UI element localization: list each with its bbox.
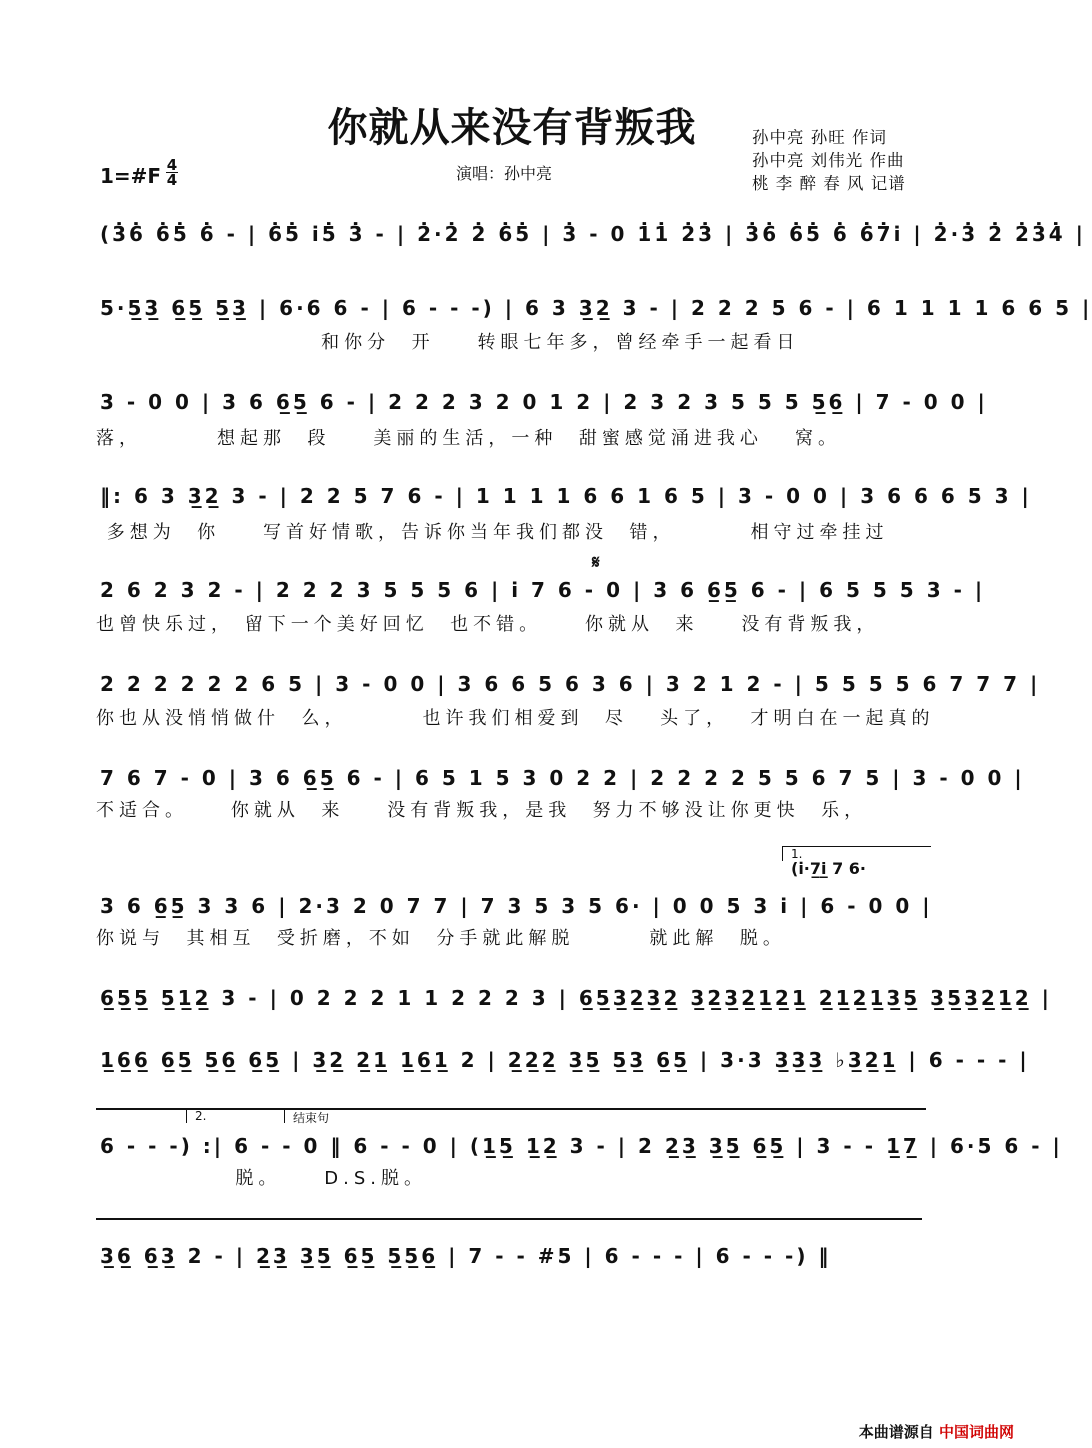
segno-sign: 𝄋 bbox=[592, 552, 600, 573]
system-rule bbox=[96, 1218, 922, 1220]
notation-line bbox=[96, 216, 1086, 252]
performer: 演唱：孙中亮 bbox=[456, 164, 553, 183]
volta-label: 2. bbox=[195, 1109, 207, 1123]
time-signature-bottom: 4 bbox=[166, 171, 178, 189]
notation-text: 2 2 2 2 2 2 6 5 | 3 - 0 0 | 3 6 6 5 6 3 6 | 3 2 1 2 - | 5 5 5 5 6 7 7 7 | bbox=[100, 672, 1041, 696]
time-signature-top: 4 bbox=[166, 156, 178, 174]
notation-text: 3 - 0 0 | 3 6 6̲5̲ 6 - | 2 2 2 3 2 0 1 2 | 2 3 2 3 5 5 5 5̲6̲ | 7 - 0 0 | bbox=[100, 390, 988, 414]
notation-text: 6̲5̲5̲ 5̲1̲2̲ 3 - | 0 2 2 2 1 1 2 2 2 3 | 6̲5̲3̲2̲3̲2̲ 3̲2̲3̲2̲1̲2̲1̲ 2̲1̲2̲1̲3̲5̲ 3̲5̲3̲2̲1̲2̲ | bbox=[100, 986, 1052, 1010]
volta-label: 1. bbox=[791, 847, 803, 861]
coda-bracket bbox=[284, 1108, 385, 1123]
notation-line bbox=[96, 1238, 932, 1274]
notation-text: 3̲6̲ 6̲3̲ 2 - | 2̲3̲ 3̲5̲ 6̲5̲ 5̲5̲6̲ | 7 - - #5 | 6 - - - | 6 - - -) ‖ bbox=[100, 1244, 832, 1268]
time-signature bbox=[166, 158, 178, 187]
notation-text: 7 6 7 - 0 | 3 6 6̲5̲ 6 - | 6 5 1 5 3 0 2 2 | 2 2 2 2 5 5 6 7 5 | 3 - 0 0 | bbox=[100, 766, 1025, 790]
coda-label: 结束句 bbox=[293, 1111, 330, 1125]
lyrics-line: 和你分 开 转眼七年多，曾经牵手一起看日 bbox=[96, 332, 800, 353]
lyrics-line: 不适合。 你就从 来 没有背叛我，是我 努力不够没让你更快 乐， bbox=[96, 800, 868, 821]
notation-text: (3̇6̇ 6̇5̇ 6̇ - | 6̇5̇ i̇5̇ 3̇ - | 2̇·2̇ 2̇ 6̇5̇ | 3̇ - 0 1̇1̇ 2̇3̇ | 3̇6̇ 6̇5̇ 6̇ 6̇7̇i̇ | 2̇·3̇ 2̇ 2̇3̇4̇ | bbox=[100, 222, 1086, 246]
lyrics-line: 也曾快乐过， 留下一个美好回忆 也不错。 你就从 来 没有背叛我， bbox=[96, 614, 880, 635]
song-title: 你就从来没有背叛我 bbox=[327, 104, 697, 151]
lyrics-line: 脱。 D.S.脱。 bbox=[96, 1168, 427, 1189]
notation-text: 3 6 6̲5̲ 3 3 6 | 2·3 2 0 7 7 | 7 3 5 3 5 6· | 0 0 5 3 i | 6 - 0 0 | bbox=[100, 894, 933, 918]
notation-line bbox=[96, 572, 986, 608]
source-footer bbox=[859, 1421, 1014, 1442]
transcriber-credit: 桃 李 醉 春 风 记谱 bbox=[752, 174, 906, 193]
volta-first-ending bbox=[782, 846, 931, 878]
notation-line bbox=[96, 478, 1032, 514]
footer-prefix: 本曲谱源自 bbox=[858, 1423, 934, 1441]
lyricist-credit: 孙中亮 孙旺 作词 bbox=[752, 128, 887, 147]
footer-site-link[interactable]: 中国词曲网 bbox=[938, 1423, 1014, 1441]
notation-text: 5·5̲3̲ 6̲5̲ 5̲3̲ | 6·6 6 - | 6 - - -) | 6 3 3̲2̲ 3 - | 2 2 2 5 6 - | 6 1 1 1 1 6 6 5 | bbox=[100, 296, 1092, 320]
lyrics-line: 落， 想起那 段 美丽的生活，一种 甜蜜感觉涌进我心 窝。 bbox=[96, 428, 841, 449]
composer-credit: 孙中亮 刘伟光 作曲 bbox=[752, 151, 905, 170]
credits bbox=[752, 126, 906, 195]
lyrics-line: 你说与 其相互 受折磨，不如 分手就此解脱 就此解 脱。 bbox=[96, 928, 786, 949]
notation-line bbox=[96, 666, 1041, 702]
notation-text: 2 6 2 3 2 - | 2 2 2 3 5 5 5 6 | i 7 6 - 0 | 3 6 6̲5̲ 6 - | 6 5 5 5 3 - | bbox=[100, 578, 986, 602]
notation-text: 1̲6̲6̲ 6̲5̲ 5̲6̲ 6̲5̲ | 3̲2̲ 2̲1̲ 1̲6̲1̲ 2 | 2̲2̲2̲ 3̲5̲ 5̲3̲ 6̲5̲ | 3·3 3̲3̲3̲ ♭3̲2̲1̲ | 6 - - - | bbox=[100, 1048, 1030, 1072]
lyrics-line: 多想为 你 写首好情歌，告诉你当年我们都没 错， 相守过牵挂过 bbox=[96, 522, 889, 543]
notation-line bbox=[96, 1042, 1030, 1078]
volta-notes: (i̇·7̲i̲ 7 6· bbox=[791, 859, 866, 878]
notation-line bbox=[96, 760, 1025, 796]
notation-line bbox=[96, 384, 988, 420]
notation-text: 6 - - -) :| 6 - - 0 ‖ 6 - - 0 | (1̲5̲ 1̲2̲ 3 - | 2 2̲3̲ 3̲5̲ 6̲5̲ | 3 - - 1̲7̲ | 6·5 6 - | bbox=[100, 1134, 1063, 1158]
key-signature: 1=#F bbox=[100, 164, 162, 188]
notation-line bbox=[96, 1128, 1063, 1164]
notation-line bbox=[96, 888, 932, 924]
notation-line bbox=[96, 980, 1052, 1016]
notation-line bbox=[96, 290, 1092, 326]
notation-text: ‖: 6 3 3̲2̲ 3 - | 2 2 5 7 6 - | 1 1 1 1 6 6 1 6 5 | 3 - 0 0 | 3 6 6 6 5 3 | bbox=[100, 484, 1032, 508]
lyrics-line: 你也从没悄悄做什 么， 也许我们相爱到 尽 头了， 才明白在一起真的 bbox=[96, 708, 935, 729]
volta-second-ending bbox=[186, 1108, 287, 1123]
